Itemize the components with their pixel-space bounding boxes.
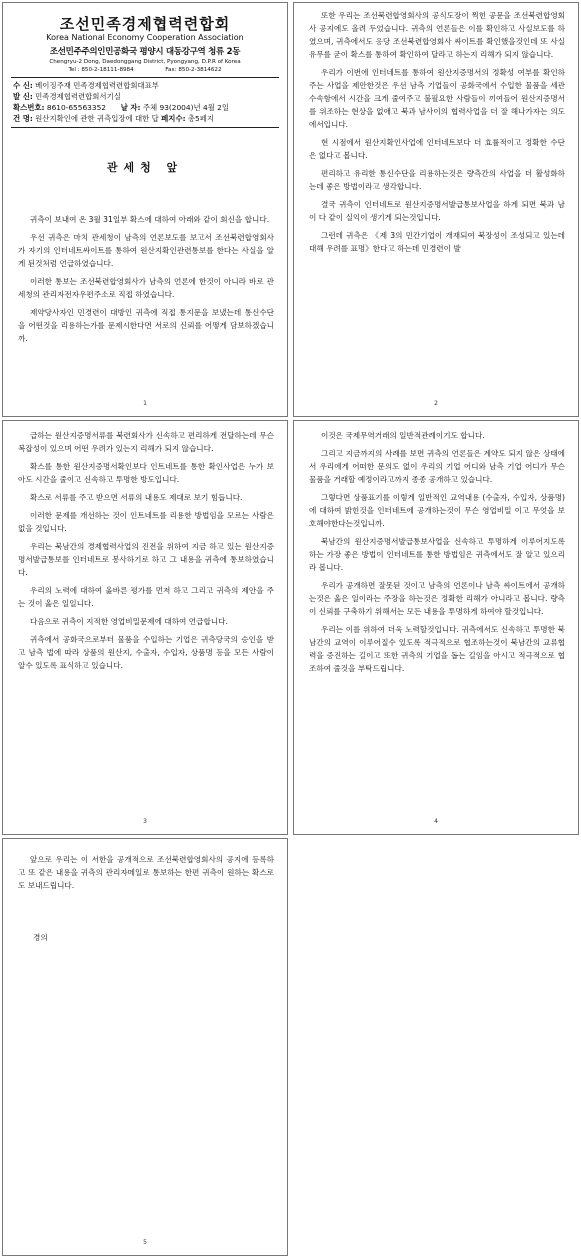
page-body [18, 213, 274, 350]
meta-date-label: 날 자: [120, 103, 141, 112]
paragraph: 현 시점에서 원산지확인사업에 인터네트보다 더 효률적이고 정확한 수단은 없다고 봅니다. [309, 138, 565, 160]
letterhead-divider [11, 77, 279, 78]
paragraph: 우리의 노력에 대하여 옳바른 평가를 먼저 하고 그리고 귀측의 제안을 주는 것이 옳은 일일니다. [18, 586, 274, 608]
paragraph: 그런데 귀측은 《제 3의 민간기업이 개재되여 북장성이 조성되고 있는데 대해 우려를 표명》한다고 하는데 민경련이 발 [309, 231, 565, 253]
paragraph: 또한 우리는 조선북련합영회사의 공식도장이 찍힌 공문을 조선북련합영회사 공지에도 올려 두었습니다. 귀측의 언론들은 이를 확인하고 사실보도를 하였으며, 귀측에서도 응당 조선북련합영회사 싸이트를 확인했을것인데 또 사실 유무를 굳이 확스를 통하여 확인하여 달라고 하는지 리해가 되지 않습니다. [309, 11, 565, 59]
document-page-4 [293, 420, 579, 835]
page-body [309, 429, 565, 680]
paragraph: 제약당사자인 민경련이 대방인 귀측에 직접 통지문을 보냈는데 통신수단을 어떤것을 리용하는가를 문제시한다면 서로의 신뢰를 어떻게 담보하겠습니까. [18, 308, 274, 343]
letterhead-org-name-en: Korea National Economy Cooperation Association [46, 33, 244, 42]
page-number: 1 [143, 400, 147, 407]
paragraph: 그렇다면 상품표기를 이렇게 일반적인 교역내용 (수출자, 수입자, 상품명)에 대하여 밝힌것을 인터네트에 공개하는것이 무슨 영업비밀 이고 무엇을 보호해야한다는것입니까. [309, 493, 565, 528]
paragraph: 우리는 북남간의 경제협력사업의 진전을 위하여 지금 하고 있는 원산지증명서발급통보를 인터네트로 봉사하기로 하고 그 내용을 귀측에 통보하였습니다. [18, 542, 274, 577]
document-page-3 [2, 420, 288, 835]
meta-to-label: 수 신: [13, 81, 33, 90]
meta-fax-date [13, 103, 279, 114]
letterhead-address: 조선민주주의인민공화국 평양시 대동강구역 청류 2동 [49, 47, 241, 57]
page-body [18, 853, 274, 897]
paragraph: 우리는 이를 위하여 더욱 노력할것입니다. 귀측에서도 신속하고 투명한 북남간의 교역이 이루어질수 있도록 적극적으로 협조하는것이 북남간의 교류협력을 증진하는 길이고 또한 귀측의 기업을 돕는 길임을 아시고 적극적으로 협조하여 줄것을 부탁드립니다. [309, 625, 565, 673]
meta-from-label: 발 신: [13, 92, 33, 101]
page-body [309, 9, 565, 260]
letterhead-contact [21, 67, 269, 73]
meta-subject-label: 건 명: [13, 114, 33, 123]
paragraph: 이러한 문제를 개선하는 것이 인트네트를 리용한 방법임을 모르는 사람은 없을 것입니다. [18, 511, 274, 533]
meta-fax-value: 8610-65563352 [46, 103, 106, 112]
letterhead-address-en: Chengryu-2 Dong, Daedonggang District, Pyongyang, D.P.R of Korea [49, 59, 241, 65]
page-number: 5 [143, 1239, 147, 1246]
paragraph: 이것은 국제무역거래의 일반적관례이기도 합니다. [321, 431, 485, 440]
page-number: 4 [434, 818, 438, 825]
letterhead-fax: Fax: 850-2-3814622 [165, 67, 222, 73]
page-body [18, 429, 274, 677]
meta-divider [11, 127, 279, 128]
paragraph: 확스를 통한 원산지증명서확인보다 인트네트를 통한 확인사업은 누가 보아도 시간을 줄이고 신속하고 투명한 방도입니다. [18, 462, 274, 484]
meta-subject [13, 114, 279, 125]
document-title: 관세청 앞 [106, 161, 184, 174]
paragraph: 급하는 원산지증명서류를 북련회사가 신속하고 편리하게 전달하는데 무슨 복잡성이 있으며 어떤 우려가 있는지 리해가 되지 않습니다. [18, 431, 274, 453]
meta-from [13, 92, 279, 103]
paragraph: 다음으로 귀측이 지적한 영업비밀문제에 대하여 언급합니다. [30, 617, 228, 626]
paragraph: 확스로 서류를 주고 받으면 서류의 내용도 제대로 보기 힘듭니다. [30, 493, 243, 502]
paragraph: 귀측에서 공화국으로부터 물품을 수입하는 기업은 귀측당국의 승인을 받고 남측 법에 따라 상품의 원산지, 수출자, 수입자, 상품명 등을 모든 사람이 알수 있도록 표식하고 있습니다. [18, 635, 274, 670]
paragraph: 우선 귀측은 마치 관세청이 남측의 언론보도를 보고서 조선북련합영회사가 자기의 인터네트싸이트를 통하여 원산지확인관련통보를 한다는 사실을 알게 된것처럼 언급하였습니다. [18, 233, 274, 268]
meta-to-value: 베이징주재 민족경제협력련합회대표부 [35, 81, 159, 90]
page-number: 2 [434, 400, 438, 407]
meta-fax-label: 확스번호: [13, 103, 45, 112]
meta-pages-value: 총5페지 [187, 114, 215, 123]
paragraph: 우리가 이번에 인터네트를 통하여 원산지증명서의 정확성 여부를 확인하주는 사업을 제안한것은 우선 남측 기업들이 공화국에서 수입한 물품을 세관수속함에서 시간을 크게 줄여주고 불필요한 사람들이 끼여들어 원산지증명서를 위조하는 현상을 없애고 북과 남사이의 협력사업을 더 잘 해나가자는 의도에서입니다. [309, 68, 565, 129]
letterhead-tel: Tel : 850-2-18111-8984 [68, 67, 134, 73]
letterhead-org-name: 조선민족경제협력련합회 [59, 15, 231, 33]
document-page-2 [293, 2, 579, 417]
meta-from-value: 민족경제협력련합회서기실 [35, 92, 121, 101]
meta-pages-label: 페지수: [161, 114, 186, 123]
paragraph: 우리가 공개하면 잘못된 것이고 남측의 언론이나 남측 싸이트에서 공개하는것은 옳은 일이라는 주장을 하는것은 정확한 리해가 아니라고 봅니다. 량측이 신뢰를 구축하기 위해서는 모든 내용을 투명하게 하여야 할것입니다. [309, 581, 565, 616]
paragraph: 북남간의 원산지증명서발급통보사업을 신속하고 투명하게 이루어지도록 하는 가장 좋은 방법이 인터네트를 통한 방법임은 귀측에서도 잘 알고 있으리라 봅니다. [309, 537, 565, 572]
meta-to [13, 81, 279, 92]
closing-salutation: 경의 [33, 933, 48, 942]
page-number: 3 [143, 818, 147, 825]
document-page-5 [2, 838, 288, 1256]
paragraph: 이러한 통보는 조선북련합영회사가 남측의 언론에 한것이 아니라 바로 관세청의 관리자전자우편주소로 직접 하였습니다. [18, 277, 274, 299]
meta-date-value: 주체 93(2004)년 4월 2일 [142, 103, 229, 112]
paragraph: 앞으로 우리는 이 서한을 공개적으로 조선북련합영회사의 공지에 등록하고 또 같은 내용을 귀측의 관리자메일로 통보하는 한편 귀측이 원하는 확스로도 보내드립니다. [18, 855, 274, 890]
paragraph: 귀측이 보내여 온 3월 31일부 확스에 대하여 아래와 같이 회신을 합니다. [30, 215, 270, 224]
meta-subject-value: 원산지확인에 관한 귀측입장에 대한 답 [35, 114, 159, 123]
document-page-1 [2, 2, 288, 417]
paragraph: 그리고 지금까지의 사례를 보면 귀측의 언론들은 계약도 되지 않은 상태에서 우리에게 어떠한 문의도 없이 우리의 기업 어디와 남측 기업 어디가 무슨 물품을 거래할 예정이라고까지 종종 공개하고 있습니다. [309, 449, 565, 484]
paragraph: 편리하고 유리한 통신수단을 리용하는것은 량측간의 사업을 더 활성화하는데 좋은 방법이라고 생각합니다. [309, 169, 565, 191]
paragraph: 결국 귀측이 인터네트로 원산지증명서발급통보사업을 하게 되면 북과 남이 다 같이 실익이 생기게 되는것입니다. [309, 200, 565, 222]
